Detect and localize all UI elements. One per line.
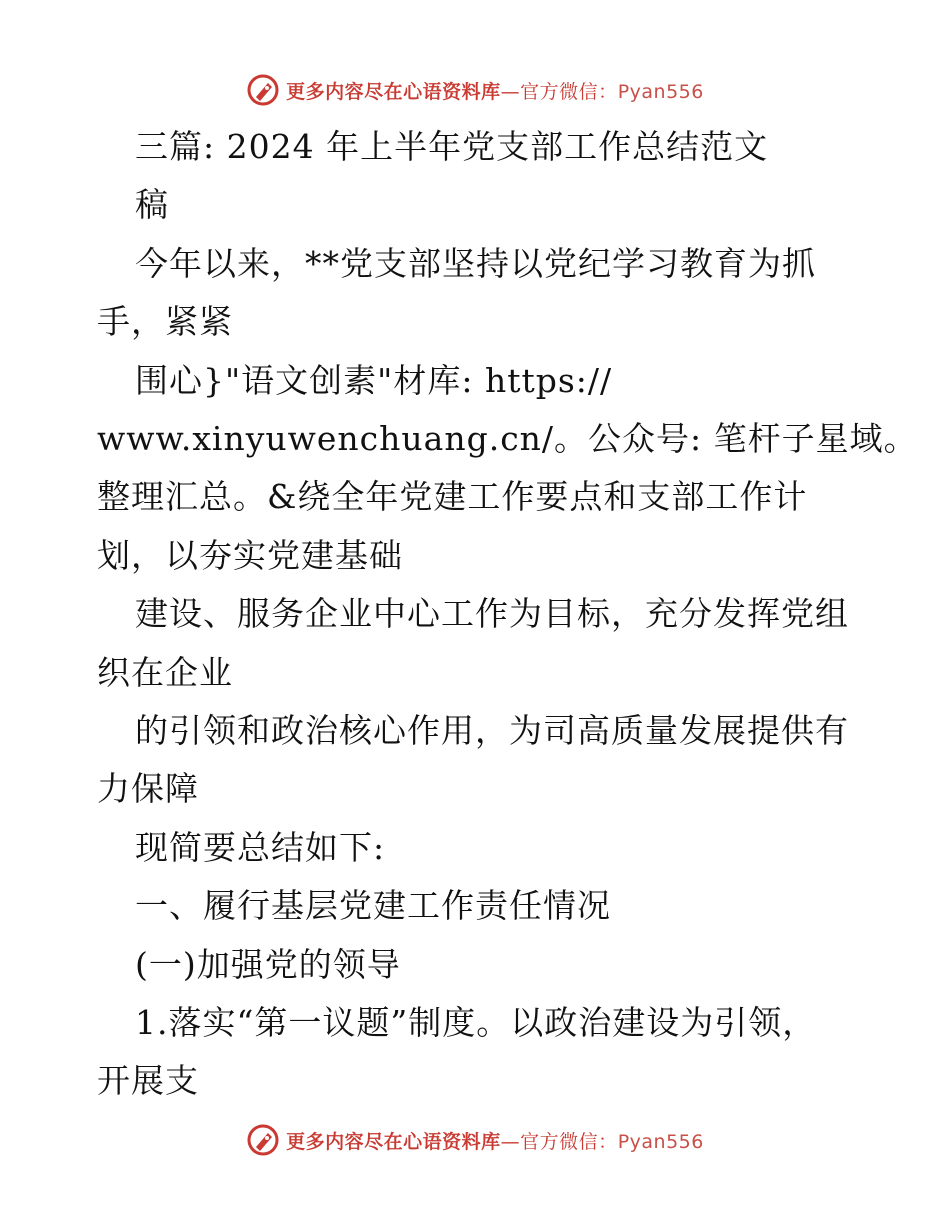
doc-paragraph-line: www.xinyuwenchuang.cn/。公众号: 笔杆子星域。 bbox=[97, 419, 918, 458]
header-watermark bbox=[0, 70, 950, 110]
doc-paragraph-line: 围心}"语文创素"材库: https:// bbox=[135, 361, 613, 400]
doc-paragraph-line: 开展支 bbox=[97, 1061, 199, 1100]
watermark-main: 更多内容尽在心语资料库 bbox=[286, 1130, 501, 1153]
doc-title-line-2: 稿 bbox=[135, 185, 169, 224]
doc-paragraph-line: 今年以来，**党支部坚持以党纪学习教育为抓 bbox=[135, 244, 816, 283]
doc-paragraph-line: 手，紧紧 bbox=[97, 302, 233, 341]
watermark-separator: —官方微信： bbox=[500, 1130, 618, 1153]
doc-paragraph-line: 划，以夯实党建基础 bbox=[97, 536, 403, 575]
doc-paragraph-line: 的引领和政治核心作用，为司高质量发展提供有 bbox=[135, 711, 849, 750]
doc-paragraph-line: 建设、服务企业中心工作为目标，充分发挥党组 bbox=[135, 594, 849, 633]
doc-paragraph-line: 织在企业 bbox=[97, 653, 233, 692]
watermark-handle: Pyan556 bbox=[617, 1130, 704, 1153]
doc-paragraph-line: 现简要总结如下: bbox=[135, 828, 386, 867]
watermark-separator: —官方微信： bbox=[500, 80, 618, 103]
watermark-text bbox=[286, 1127, 704, 1154]
pen-nib-circle-icon bbox=[246, 1123, 280, 1157]
pen-nib-circle-icon bbox=[246, 73, 280, 107]
doc-title-line-1: 三篇: 2024 年上半年党支部工作总结范文 bbox=[135, 127, 769, 166]
watermark-main: 更多内容尽在心语资料库 bbox=[286, 80, 501, 103]
doc-paragraph-line: 力保障 bbox=[97, 769, 199, 808]
doc-subsection-heading: (一)加强党的领导 bbox=[135, 945, 401, 984]
watermark-handle: Pyan556 bbox=[617, 80, 704, 103]
doc-section-heading: 一、履行基层党建工作责任情况 bbox=[135, 886, 611, 925]
doc-paragraph-line: 1.落实“第一议题”制度。以政治建设为引领， bbox=[135, 1003, 817, 1042]
watermark-text bbox=[286, 77, 704, 104]
footer-watermark bbox=[0, 1120, 950, 1160]
doc-paragraph-line: 整理汇总。&绕全年党建工作要点和支部工作计 bbox=[97, 477, 808, 516]
